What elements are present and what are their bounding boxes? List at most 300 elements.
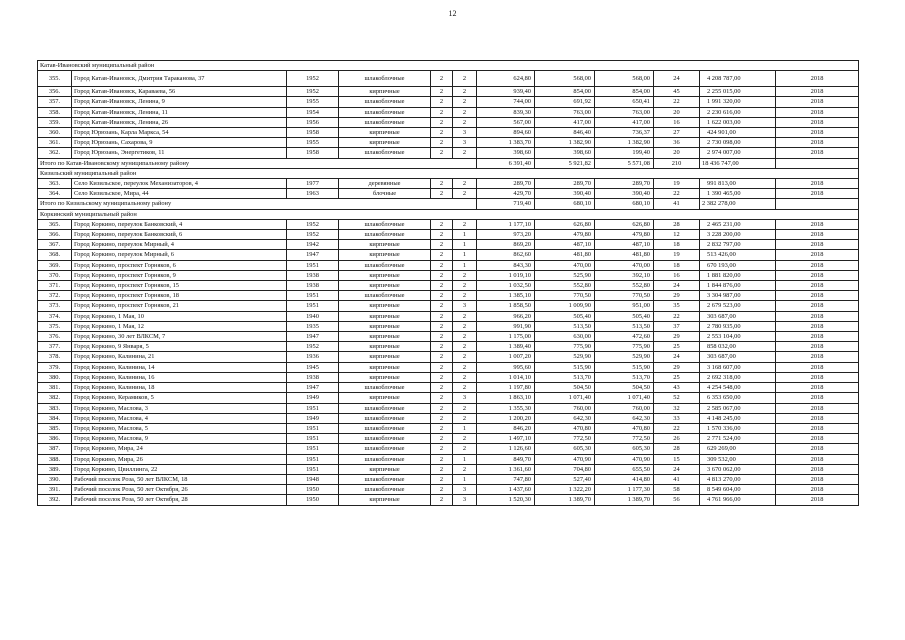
address-cell: Город Коркино, проспект Горняков, 21 (72, 301, 287, 311)
build-year-cell: 1947 (287, 250, 339, 260)
area-resettled-cell: 552,80 (595, 281, 654, 291)
area-total-cell: 1 126,60 (477, 444, 535, 454)
residents-cell: 27 (654, 128, 700, 138)
entrances-cell: 1 (453, 423, 477, 433)
plan-year-cell: 2018 (776, 189, 859, 199)
address-cell: Город Коркино, 1 Мая, 10 (72, 311, 287, 321)
residents-cell: 37 (654, 321, 700, 331)
residents-cell: 22 (654, 311, 700, 321)
entrances-cell: 2 (453, 71, 477, 87)
row-number-cell: 375. (38, 321, 72, 331)
row-number-cell: 376. (38, 332, 72, 342)
wall-material-cell: шлакоблочные (339, 117, 431, 127)
row-number-cell: 366. (38, 230, 72, 240)
area-living-cell: 398,60 (535, 148, 595, 158)
cost-cell: 2 730 098,00 (700, 138, 776, 148)
build-year-cell: 1949 (287, 413, 339, 423)
table-row (38, 372, 859, 382)
area-resettled-cell: 417,00 (595, 117, 654, 127)
address-cell: Город Коркино, Мира, 26 (72, 454, 287, 464)
cost-cell: 3 168 607,00 (700, 362, 776, 372)
area-resettled-cell: 199,40 (595, 148, 654, 158)
address-cell: Город Катав-Ивановск, Караваева, 56 (72, 87, 287, 97)
floors-cell: 2 (431, 342, 453, 352)
wall-material-cell: кирпичные (339, 352, 431, 362)
district-name: Коркинский муниципальный район (38, 209, 859, 219)
address-cell: Город Коркино, переулок Мирный, 4 (72, 240, 287, 250)
floors-cell: 2 (431, 474, 453, 484)
area-living-cell: 763,00 (535, 107, 595, 117)
cost-cell: 1 844 876,00 (700, 281, 776, 291)
total-area-resettled: 680,10 (595, 199, 654, 209)
residents-cell: 33 (654, 413, 700, 423)
total-residents: 210 (654, 158, 700, 168)
plan-year-cell: 2018 (776, 250, 859, 260)
area-resettled-cell: 479,80 (595, 230, 654, 240)
wall-material-cell: шлакоблочные (339, 434, 431, 444)
build-year-cell: 1949 (287, 393, 339, 403)
area-resettled-cell: 470,90 (595, 454, 654, 464)
address-cell: Город Юрюзань, Карла Маркса, 54 (72, 128, 287, 138)
area-resettled-cell: 414,80 (595, 474, 654, 484)
entrances-cell: 2 (453, 444, 477, 454)
row-number-cell: 385. (38, 423, 72, 433)
table-row (38, 87, 859, 97)
wall-material-cell: шлакоблочные (339, 107, 431, 117)
wall-material-cell: шлакоблочные (339, 383, 431, 393)
area-total-cell: 1 863,10 (477, 393, 535, 403)
floors-cell: 2 (431, 495, 453, 505)
area-living-cell: 513,50 (535, 321, 595, 331)
total-residents: 41 (654, 199, 700, 209)
table-row (38, 189, 859, 199)
table-row (38, 352, 859, 362)
row-number-cell: 392. (38, 495, 72, 505)
floors-cell: 2 (431, 270, 453, 280)
area-resettled-cell: 470,00 (595, 260, 654, 270)
plan-year-cell: 2018 (776, 117, 859, 127)
entrances-cell: 3 (453, 495, 477, 505)
area-total-cell: 1 032,50 (477, 281, 535, 291)
plan-year-cell: 2018 (776, 464, 859, 474)
residents-cell: 35 (654, 301, 700, 311)
area-resettled-cell: 529,90 (595, 352, 654, 362)
table-row (38, 250, 859, 260)
entrances-cell: 2 (453, 434, 477, 444)
cost-cell: 4 208 787,00 (700, 71, 776, 87)
row-number-cell: 378. (38, 352, 72, 362)
entrances-cell: 3 (453, 128, 477, 138)
area-total-cell: 1 383,70 (477, 138, 535, 148)
area-total-cell: 1 175,00 (477, 332, 535, 342)
district-header-row (38, 168, 859, 178)
build-year-cell: 1958 (287, 148, 339, 158)
row-number-cell: 374. (38, 311, 72, 321)
plan-year-cell: 2018 (776, 281, 859, 291)
area-living-cell: 1 071,40 (535, 393, 595, 403)
area-total-cell: 289,70 (477, 179, 535, 189)
cost-cell: 1 991 320,00 (700, 97, 776, 107)
address-cell: Город Коркино, Цвиллинга, 22 (72, 464, 287, 474)
row-number-cell: 384. (38, 413, 72, 423)
wall-material-cell: кирпичные (339, 87, 431, 97)
area-living-cell: 479,80 (535, 230, 595, 240)
floors-cell: 2 (431, 352, 453, 362)
wall-material-cell: деревянные (339, 179, 431, 189)
residents-cell: 52 (654, 393, 700, 403)
table-row (38, 383, 859, 393)
wall-material-cell: кирпичные (339, 250, 431, 260)
table-row (38, 291, 859, 301)
table-row (38, 464, 859, 474)
area-resettled-cell: 1 177,30 (595, 485, 654, 495)
row-number-cell: 360. (38, 128, 72, 138)
area-resettled-cell: 770,50 (595, 291, 654, 301)
entrances-cell: 2 (453, 352, 477, 362)
address-cell: Село Кизильское, переулок Механизаторов, 4 (72, 179, 287, 189)
floors-cell: 2 (431, 383, 453, 393)
entrances-cell: 2 (453, 464, 477, 474)
cost-cell: 309 532,00 (700, 454, 776, 464)
plan-year-cell: 2018 (776, 148, 859, 158)
plan-year-cell: 2018 (776, 301, 859, 311)
plan-year-cell: 2018 (776, 413, 859, 423)
table-row (38, 403, 859, 413)
area-resettled-cell: 513,50 (595, 321, 654, 331)
row-number-cell: 362. (38, 148, 72, 158)
address-cell: Город Коркино, Калинина, 18 (72, 383, 287, 393)
residents-cell: 25 (654, 372, 700, 382)
row-number-cell: 363. (38, 179, 72, 189)
plan-year-cell: 2018 (776, 219, 859, 229)
entrances-cell: 2 (453, 383, 477, 393)
area-total-cell: 747,80 (477, 474, 535, 484)
plan-year-cell: 2018 (776, 342, 859, 352)
cost-cell: 2 780 935,00 (700, 321, 776, 331)
table-row (38, 148, 859, 158)
plan-year-cell: 2018 (776, 495, 859, 505)
area-total-cell: 1 385,10 (477, 291, 535, 301)
area-resettled-cell: 760,00 (595, 403, 654, 413)
address-cell: Рабочий поселок Роза, 50 лет ВЛКСМ, 18 (72, 474, 287, 484)
table-row (38, 107, 859, 117)
plan-year-cell: 2018 (776, 97, 859, 107)
floors-cell: 2 (431, 464, 453, 474)
build-year-cell: 1936 (287, 352, 339, 362)
total-cost: 18 436 747,00 (700, 158, 776, 168)
build-year-cell: 1951 (287, 454, 339, 464)
build-year-cell: 1945 (287, 362, 339, 372)
residents-cell: 29 (654, 362, 700, 372)
area-total-cell: 849,70 (477, 454, 535, 464)
address-cell: Город Коркино, Маслова, 3 (72, 403, 287, 413)
housing-table (37, 60, 859, 506)
build-year-cell: 1952 (287, 87, 339, 97)
total-area: 719,40 (477, 199, 535, 209)
cost-cell: 1 881 820,00 (700, 270, 776, 280)
area-living-cell: 775,90 (535, 342, 595, 352)
floors-cell: 2 (431, 219, 453, 229)
area-total-cell: 1 019,10 (477, 270, 535, 280)
plan-year-cell: 2018 (776, 362, 859, 372)
address-cell: Село Кизильское, Мира, 44 (72, 189, 287, 199)
area-total-cell: 624,80 (477, 71, 535, 87)
residents-cell: 19 (654, 179, 700, 189)
build-year-cell: 1977 (287, 179, 339, 189)
wall-material-cell: кирпичные (339, 495, 431, 505)
area-living-cell: 1 322,20 (535, 485, 595, 495)
total-area-living: 680,10 (535, 199, 595, 209)
area-resettled-cell: 470,80 (595, 423, 654, 433)
wall-material-cell: шлакоблочные (339, 413, 431, 423)
residents-cell: 58 (654, 485, 700, 495)
address-cell: Город Юрюзань, Энергетиков, 11 (72, 148, 287, 158)
plan-year-cell: 2018 (776, 321, 859, 331)
area-total-cell: 995,60 (477, 362, 535, 372)
build-year-cell: 1947 (287, 383, 339, 393)
area-living-cell: 470,90 (535, 454, 595, 464)
area-living-cell: 417,00 (535, 117, 595, 127)
wall-material-cell: шлакоблочные (339, 260, 431, 270)
row-number-cell: 390. (38, 474, 72, 484)
table-row (38, 270, 859, 280)
address-cell: Город Коркино, Маслова, 9 (72, 434, 287, 444)
entrances-cell: 3 (453, 393, 477, 403)
floors-cell: 2 (431, 260, 453, 270)
row-number-cell: 357. (38, 97, 72, 107)
build-year-cell: 1954 (287, 107, 339, 117)
area-total-cell: 843,30 (477, 260, 535, 270)
area-resettled-cell: 763,00 (595, 107, 654, 117)
area-living-cell: 289,70 (535, 179, 595, 189)
entrances-cell: 2 (453, 107, 477, 117)
plan-year-cell: 2018 (776, 454, 859, 464)
entrances-cell: 2 (453, 87, 477, 97)
address-cell: Город Коркино, Калинина, 21 (72, 352, 287, 362)
build-year-cell: 1951 (287, 423, 339, 433)
plan-year-cell: 2018 (776, 291, 859, 301)
build-year-cell: 1955 (287, 97, 339, 107)
area-resettled-cell: 642,30 (595, 413, 654, 423)
address-cell: Город Коркино, проспект Горняков, 15 (72, 281, 287, 291)
area-total-cell: 869,20 (477, 240, 535, 250)
plan-year-cell: 2018 (776, 87, 859, 97)
table-row (38, 260, 859, 270)
cost-cell: 1 390 465,00 (700, 189, 776, 199)
address-cell: Город Коркино, переулок Банковский, 6 (72, 230, 287, 240)
floors-cell: 2 (431, 413, 453, 423)
floors-cell: 2 (431, 71, 453, 87)
area-total-cell: 939,40 (477, 87, 535, 97)
cost-cell: 4 761 966,00 (700, 495, 776, 505)
cost-cell: 2 832 797,00 (700, 240, 776, 250)
table-row (38, 454, 859, 464)
plan-year-cell: 2018 (776, 372, 859, 382)
area-total-cell: 894,60 (477, 128, 535, 138)
district-name: Катав-Ивановский муниципальный район (38, 61, 859, 71)
residents-cell: 24 (654, 71, 700, 87)
residents-cell: 26 (654, 434, 700, 444)
cost-cell: 629 269,00 (700, 444, 776, 454)
area-living-cell: 525,90 (535, 270, 595, 280)
wall-material-cell: кирпичные (339, 128, 431, 138)
area-total-cell: 1 200,20 (477, 413, 535, 423)
plan-year-cell: 2018 (776, 403, 859, 413)
area-resettled-cell: 1 382,90 (595, 138, 654, 148)
cost-cell: 2 553 104,00 (700, 332, 776, 342)
floors-cell: 2 (431, 148, 453, 158)
cost-cell: 3 304 987,00 (700, 291, 776, 301)
row-number-cell: 383. (38, 403, 72, 413)
table-row (38, 342, 859, 352)
entrances-cell: 2 (453, 372, 477, 382)
wall-material-cell: кирпичные (339, 311, 431, 321)
wall-material-cell: шлакоблочные (339, 219, 431, 229)
area-total-cell: 991,90 (477, 321, 535, 331)
area-living-cell: 481,80 (535, 250, 595, 260)
area-living-cell: 704,80 (535, 464, 595, 474)
entrances-cell: 2 (453, 219, 477, 229)
floors-cell: 2 (431, 485, 453, 495)
table-row (38, 128, 859, 138)
floors-cell: 2 (431, 87, 453, 97)
plan-year-cell: 2018 (776, 270, 859, 280)
area-total-cell: 1 497,10 (477, 434, 535, 444)
area-resettled-cell: 775,90 (595, 342, 654, 352)
plan-year-cell: 2018 (776, 107, 859, 117)
area-total-cell: 1 437,60 (477, 485, 535, 495)
floors-cell: 2 (431, 454, 453, 464)
build-year-cell: 1938 (287, 281, 339, 291)
cost-cell: 991 813,00 (700, 179, 776, 189)
wall-material-cell: шлакоблочные (339, 71, 431, 87)
entrances-cell: 2 (453, 291, 477, 301)
area-living-cell: 390,40 (535, 189, 595, 199)
cost-cell: 2 585 067,00 (700, 403, 776, 413)
address-cell: Город Коркино, Керамиков, 5 (72, 393, 287, 403)
build-year-cell: 1940 (287, 311, 339, 321)
cost-cell: 4 148 245,00 (700, 413, 776, 423)
area-resettled-cell: 1 071,40 (595, 393, 654, 403)
district-total-row (38, 158, 859, 168)
wall-material-cell: шлакоблочные (339, 454, 431, 464)
entrances-cell: 1 (453, 454, 477, 464)
build-year-cell: 1950 (287, 485, 339, 495)
row-number-cell: 389. (38, 464, 72, 474)
address-cell: Город Коркино, Мира, 24 (72, 444, 287, 454)
floors-cell: 2 (431, 189, 453, 199)
row-number-cell: 364. (38, 189, 72, 199)
floors-cell: 2 (431, 128, 453, 138)
area-living-cell: 642,30 (535, 413, 595, 423)
area-living-cell: 527,40 (535, 474, 595, 484)
area-living-cell: 770,50 (535, 291, 595, 301)
entrances-cell: 2 (453, 117, 477, 127)
address-cell: Город Коркино, Калинина, 16 (72, 372, 287, 382)
floors-cell: 2 (431, 179, 453, 189)
table-row (38, 423, 859, 433)
wall-material-cell: кирпичные (339, 240, 431, 250)
entrances-cell: 2 (453, 342, 477, 352)
wall-material-cell: кирпичные (339, 332, 431, 342)
residents-cell: 22 (654, 97, 700, 107)
table-row (38, 138, 859, 148)
page-number: 12 (448, 9, 457, 18)
area-living-cell: 772,50 (535, 434, 595, 444)
total-area: 6 391,40 (477, 158, 535, 168)
plan-year-cell: 2018 (776, 332, 859, 342)
entrances-cell: 3 (453, 485, 477, 495)
build-year-cell: 1951 (287, 301, 339, 311)
wall-material-cell: кирпичные (339, 372, 431, 382)
row-number-cell: 387. (38, 444, 72, 454)
build-year-cell: 1952 (287, 230, 339, 240)
floors-cell: 2 (431, 321, 453, 331)
area-living-cell: 529,90 (535, 352, 595, 362)
area-resettled-cell: 854,00 (595, 87, 654, 97)
area-resettled-cell: 392,10 (595, 270, 654, 280)
address-cell: Город Катав-Ивановск, Ленина, 26 (72, 117, 287, 127)
area-resettled-cell: 505,40 (595, 311, 654, 321)
area-resettled-cell: 772,50 (595, 434, 654, 444)
table-row (38, 230, 859, 240)
area-total-cell: 966,20 (477, 311, 535, 321)
area-total-cell: 839,30 (477, 107, 535, 117)
wall-material-cell: кирпичные (339, 281, 431, 291)
wall-material-cell: кирпичные (339, 138, 431, 148)
table-row (38, 495, 859, 505)
row-number-cell: 365. (38, 219, 72, 229)
cost-cell: 2 692 318,00 (700, 372, 776, 382)
table-row (38, 485, 859, 495)
floors-cell: 2 (431, 107, 453, 117)
row-number-cell: 369. (38, 260, 72, 270)
build-year-cell: 1958 (287, 128, 339, 138)
area-living-cell: 760,00 (535, 403, 595, 413)
wall-material-cell: кирпичные (339, 464, 431, 474)
area-living-cell: 504,50 (535, 383, 595, 393)
address-cell: Город Катав-Ивановск, Ленина, 11 (72, 107, 287, 117)
plan-year-cell: 2018 (776, 240, 859, 250)
cost-cell: 2 974 007,00 (700, 148, 776, 158)
build-year-cell: 1963 (287, 189, 339, 199)
cost-cell: 303 687,00 (700, 352, 776, 362)
area-resettled-cell: 605,30 (595, 444, 654, 454)
wall-material-cell: шлакоблочные (339, 403, 431, 413)
area-living-cell: 470,80 (535, 423, 595, 433)
row-number-cell: 356. (38, 87, 72, 97)
area-total-cell: 1 177,10 (477, 219, 535, 229)
cost-cell: 3 228 200,00 (700, 230, 776, 240)
table-row (38, 179, 859, 189)
wall-material-cell: кирпичные (339, 342, 431, 352)
area-total-cell: 1 014,10 (477, 372, 535, 382)
table-row (38, 393, 859, 403)
row-number-cell: 377. (38, 342, 72, 352)
build-year-cell: 1952 (287, 71, 339, 87)
address-cell: Город Коркино, проспект Горняков, 6 (72, 260, 287, 270)
area-resettled-cell: 515,90 (595, 362, 654, 372)
residents-cell: 24 (654, 464, 700, 474)
cost-cell: 424 901,00 (700, 128, 776, 138)
cost-cell: 8 549 604,00 (700, 485, 776, 495)
area-resettled-cell: 513,70 (595, 372, 654, 382)
build-year-cell: 1948 (287, 474, 339, 484)
wall-material-cell: шлакоблочные (339, 148, 431, 158)
entrances-cell: 3 (453, 138, 477, 148)
cost-cell: 4 813 270,00 (700, 474, 776, 484)
floors-cell: 2 (431, 240, 453, 250)
